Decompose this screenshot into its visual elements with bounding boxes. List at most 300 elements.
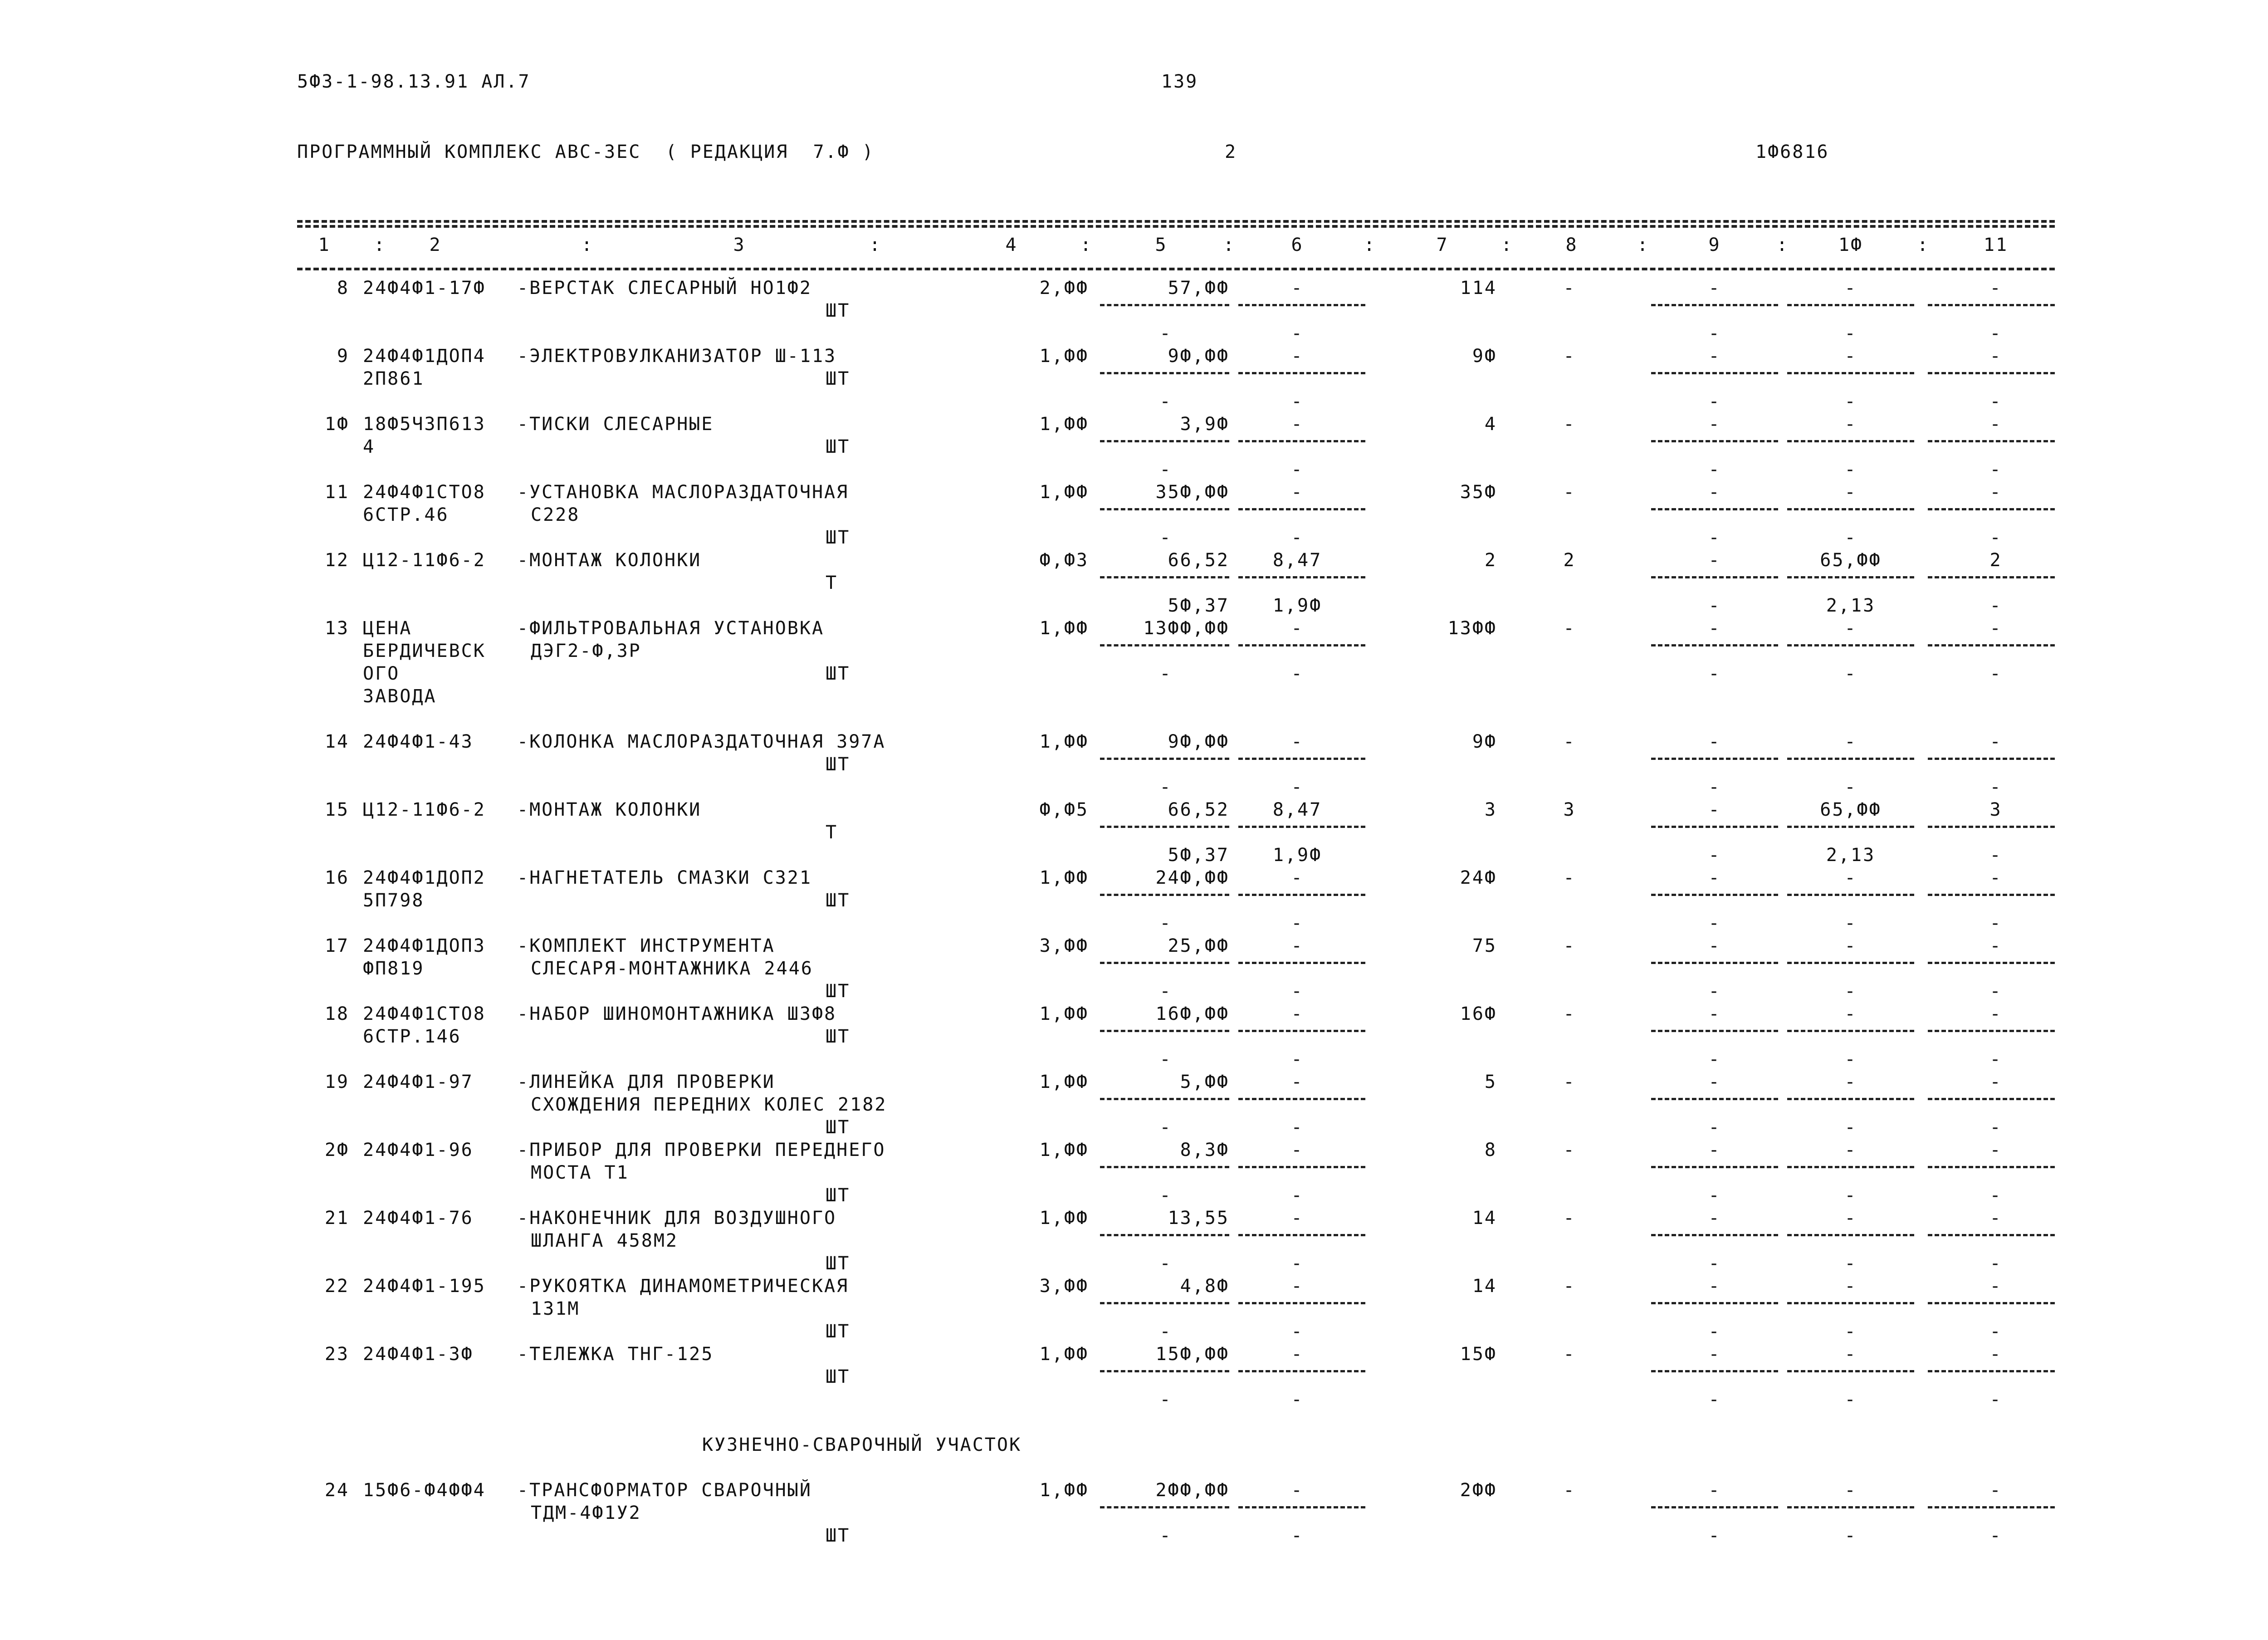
cell-underline bbox=[1238, 440, 1365, 442]
cell-underline bbox=[1238, 372, 1365, 374]
column-header-4: 4 bbox=[1005, 235, 1018, 255]
item-name: -УСТАНОВКА МАСЛОРАЗДАТОЧНАЯ bbox=[517, 482, 849, 503]
total: 8 bbox=[1484, 1140, 1497, 1160]
cell-underline bbox=[1928, 644, 2055, 646]
cell-underline bbox=[1928, 1370, 2055, 1372]
col8-value: - bbox=[1563, 482, 1576, 503]
col8-value: - bbox=[1563, 1344, 1576, 1365]
unit-price: 35Ф,ФФ bbox=[1155, 482, 1229, 503]
item-code: 24Ф4Ф1-195 bbox=[363, 1276, 486, 1297]
item-code: 5П798 bbox=[363, 890, 425, 911]
col10-sub-value: - bbox=[1844, 913, 1857, 934]
row-number: 15 bbox=[324, 799, 349, 820]
col8-value: - bbox=[1563, 1480, 1576, 1501]
col8-value: - bbox=[1563, 618, 1576, 639]
col8-value: 3 bbox=[1563, 799, 1576, 820]
unit-price: 9Ф,ФФ bbox=[1168, 346, 1229, 367]
col6-sub-value: 1,9Ф bbox=[1272, 595, 1322, 616]
col9-sub-value: - bbox=[1708, 981, 1721, 1002]
cell-underline bbox=[1928, 1302, 2055, 1304]
item-name: -МОНТАЖ КОЛОНКИ bbox=[517, 550, 702, 571]
cell-underline bbox=[1651, 962, 1778, 964]
col6-value: - bbox=[1291, 346, 1304, 367]
item-code: 2П861 bbox=[363, 368, 425, 389]
row-number: 16 bbox=[324, 867, 349, 888]
col6-sub-value: - bbox=[1291, 777, 1304, 798]
row-number: 12 bbox=[324, 550, 349, 571]
col8-value: - bbox=[1563, 1140, 1576, 1160]
column-separator: : bbox=[1501, 235, 1514, 255]
total: 14 bbox=[1472, 1208, 1497, 1229]
col8-value: - bbox=[1563, 1276, 1576, 1297]
item-code: 24Ф4Ф1-43 bbox=[363, 731, 474, 752]
sub-value: - bbox=[1159, 981, 1172, 1002]
cell-underline bbox=[1787, 1030, 1914, 1032]
cell-underline bbox=[1787, 1234, 1914, 1236]
item-name: -МОНТАЖ КОЛОНКИ bbox=[517, 799, 702, 820]
column-separator: : bbox=[1223, 235, 1236, 255]
cell-underline bbox=[1928, 1098, 2055, 1100]
item-name: -ЭЛЕКТРОВУЛКАНИЗАТОР Ш-113 bbox=[517, 346, 837, 367]
unit: ШТ bbox=[826, 1026, 850, 1047]
unit-price: 25,ФФ bbox=[1168, 935, 1229, 956]
cell-underline bbox=[1100, 758, 1229, 760]
cell-underline bbox=[1651, 1370, 1778, 1372]
col9-sub-value: - bbox=[1708, 459, 1721, 480]
cell-underline bbox=[1100, 962, 1229, 964]
row-number: 17 bbox=[324, 935, 349, 956]
unit-price: 57,ФФ bbox=[1168, 278, 1229, 299]
column-header-8: 8 bbox=[1565, 235, 1578, 255]
cell-underline bbox=[1787, 1098, 1914, 1100]
col9-sub-value: - bbox=[1708, 1049, 1721, 1070]
col11-sub-value: - bbox=[1989, 323, 2002, 344]
column-header-3: 3 bbox=[733, 235, 746, 255]
col11-value: - bbox=[1989, 1344, 2002, 1365]
col6-sub-value: - bbox=[1291, 913, 1304, 934]
cell-underline bbox=[1928, 372, 2055, 374]
unit-price: 16Ф,ФФ bbox=[1155, 1004, 1229, 1024]
document-number: 1Ф6816 bbox=[1755, 142, 1829, 162]
sub-value: - bbox=[1159, 1185, 1172, 1206]
cell-underline bbox=[1238, 508, 1365, 510]
col8-value: - bbox=[1563, 346, 1576, 367]
document-code: 5Ф3-1-98.13.91 АЛ.7 bbox=[297, 71, 531, 92]
col10-sub-value: - bbox=[1844, 1525, 1857, 1546]
unit-price: 2ФФ,ФФ bbox=[1155, 1480, 1229, 1501]
unit: ШТ bbox=[826, 1366, 850, 1387]
row-number: 19 bbox=[324, 1072, 349, 1092]
cell-underline bbox=[1238, 304, 1365, 306]
cell-underline bbox=[1787, 758, 1914, 760]
col6-sub-value: - bbox=[1291, 527, 1304, 548]
total: 15Ф bbox=[1460, 1344, 1497, 1365]
column-header-9: 9 bbox=[1708, 235, 1721, 255]
col10-sub-value: - bbox=[1844, 1117, 1857, 1138]
cell-underline bbox=[1238, 1506, 1365, 1508]
col9-sub-value: - bbox=[1708, 913, 1721, 934]
col6-value: - bbox=[1291, 1140, 1304, 1160]
col10-value: - bbox=[1844, 1004, 1857, 1024]
col10-value: - bbox=[1844, 731, 1857, 752]
col6-sub-value: - bbox=[1291, 1389, 1304, 1410]
row-number: 24 bbox=[324, 1480, 349, 1501]
unit: ШТ bbox=[826, 1185, 850, 1206]
cell-underline bbox=[1100, 1370, 1229, 1372]
col9-sub-value: - bbox=[1708, 845, 1721, 866]
unit: ШТ bbox=[826, 1321, 850, 1342]
col10-sub-value: - bbox=[1844, 663, 1857, 684]
page-number: 139 bbox=[1161, 71, 1198, 92]
item-code: 24Ф4Ф1ДОП4 bbox=[363, 346, 486, 367]
quantity: 3,ФФ bbox=[1039, 935, 1089, 956]
column-header-rule bbox=[297, 268, 2055, 270]
col11-value: - bbox=[1989, 1140, 2002, 1160]
col10-value: - bbox=[1844, 1072, 1857, 1092]
item-name: -ВЕРСТАК СЛЕСАРНЫЙ НО1Ф2 bbox=[517, 278, 812, 299]
col6-sub-value: 1,9Ф bbox=[1272, 845, 1322, 866]
item-code: 24Ф4Ф1-17Ф bbox=[363, 278, 486, 299]
labor-price: 5Ф,37 bbox=[1168, 595, 1229, 616]
cell-underline bbox=[1651, 894, 1778, 896]
item-code: ФП819 bbox=[363, 958, 425, 979]
col9-value: - bbox=[1708, 1208, 1721, 1229]
col6-sub-value: - bbox=[1291, 459, 1304, 480]
item-code: 6СТР.46 bbox=[363, 504, 449, 525]
col10-value: - bbox=[1844, 618, 1857, 639]
cell-underline bbox=[1651, 576, 1778, 578]
column-header-5: 5 bbox=[1155, 235, 1168, 255]
quantity: 1,ФФ bbox=[1039, 346, 1089, 367]
quantity: 1,ФФ bbox=[1039, 731, 1089, 752]
labor-price: 5Ф,37 bbox=[1168, 845, 1229, 866]
col9-sub-value: - bbox=[1708, 323, 1721, 344]
unit: ШТ bbox=[826, 368, 850, 389]
cell-underline bbox=[1651, 1030, 1778, 1032]
cell-underline bbox=[1928, 1234, 2055, 1236]
col6-value: - bbox=[1291, 1072, 1304, 1092]
cell-underline bbox=[1928, 1506, 2055, 1508]
item-name: -ФИЛЬТРОВАЛЬНАЯ УСТАНОВКА bbox=[517, 618, 825, 639]
col9-value: - bbox=[1708, 867, 1721, 888]
item-name: МОСТА Т1 bbox=[531, 1162, 629, 1183]
col11-sub-value: - bbox=[1989, 663, 2002, 684]
item-name: -КОЛОНКА МАСЛОРАЗДАТОЧНАЯ 397А bbox=[517, 731, 886, 752]
column-header-10: 1Ф bbox=[1838, 235, 1863, 255]
col10-sub-value: - bbox=[1844, 1185, 1857, 1206]
unit-price: 15Ф,ФФ bbox=[1155, 1344, 1229, 1365]
item-code: 24Ф4Ф1-3Ф bbox=[363, 1344, 474, 1365]
cell-underline bbox=[1100, 440, 1229, 442]
quantity: 1,ФФ bbox=[1039, 1072, 1089, 1092]
sub-value: - bbox=[1159, 527, 1172, 548]
cell-underline bbox=[1238, 1166, 1365, 1168]
unit-price: 5,ФФ bbox=[1180, 1072, 1229, 1092]
cell-underline bbox=[1928, 440, 2055, 442]
cell-underline bbox=[1787, 1370, 1914, 1372]
quantity: 3,ФФ bbox=[1039, 1276, 1089, 1297]
item-code: 24Ф4Ф1СТО8 bbox=[363, 482, 486, 503]
col11-sub-value: - bbox=[1989, 1117, 2002, 1138]
col11-sub-value: - bbox=[1989, 1049, 2002, 1070]
cell-underline bbox=[1651, 508, 1778, 510]
cell-underline bbox=[1928, 576, 2055, 578]
cell-underline bbox=[1787, 1302, 1914, 1304]
unit: Т bbox=[826, 822, 838, 843]
item-name: 131М bbox=[531, 1298, 580, 1319]
col6-value: - bbox=[1291, 731, 1304, 752]
unit: ШТ bbox=[826, 981, 850, 1002]
col11-value: - bbox=[1989, 618, 2002, 639]
total: 2ФФ bbox=[1460, 1480, 1497, 1501]
col9-sub-value: - bbox=[1708, 391, 1721, 412]
unit-price: 9Ф,ФФ bbox=[1168, 731, 1229, 752]
cell-underline bbox=[1100, 826, 1229, 828]
cell-underline bbox=[1928, 826, 2055, 828]
cell-underline bbox=[1651, 440, 1778, 442]
total: 13ФФ bbox=[1447, 618, 1497, 639]
cell-underline bbox=[1651, 826, 1778, 828]
unit-price: 3,9Ф bbox=[1180, 414, 1229, 435]
col11-value: - bbox=[1989, 1072, 2002, 1092]
col9-value: - bbox=[1708, 1344, 1721, 1365]
sub-value: - bbox=[1159, 1117, 1172, 1138]
sub-value: - bbox=[1159, 1525, 1172, 1546]
item-code: 24Ф4Ф1СТО8 bbox=[363, 1004, 486, 1024]
cell-underline bbox=[1238, 894, 1365, 896]
col11-value: - bbox=[1989, 414, 2002, 435]
col11-sub-value: - bbox=[1989, 1389, 2002, 1410]
item-code: 24Ф4Ф1-97 bbox=[363, 1072, 474, 1092]
row-number: 22 bbox=[324, 1276, 349, 1297]
cell-underline bbox=[1787, 440, 1914, 442]
item-code: 24Ф4Ф1ДОП3 bbox=[363, 935, 486, 956]
col9-sub-value: - bbox=[1708, 777, 1721, 798]
col6-sub-value: - bbox=[1291, 1525, 1304, 1546]
total: 35Ф bbox=[1460, 482, 1497, 503]
cell-underline bbox=[1100, 1506, 1229, 1508]
item-code: ЗАВОДА bbox=[363, 686, 437, 707]
sub-value: - bbox=[1159, 1049, 1172, 1070]
item-code: 15Ф6-Ф4ФФ4 bbox=[363, 1480, 486, 1501]
row-number: 11 bbox=[324, 482, 349, 503]
cell-underline bbox=[1238, 1370, 1365, 1372]
col9-sub-value: - bbox=[1708, 1185, 1721, 1206]
cell-underline bbox=[1238, 1030, 1365, 1032]
cell-underline bbox=[1928, 894, 2055, 896]
cell-underline bbox=[1238, 1098, 1365, 1100]
col11-sub-value: - bbox=[1989, 1321, 2002, 1342]
quantity: 1,ФФ bbox=[1039, 482, 1089, 503]
item-name: СЛЕСАРЯ-МОНТАЖНИКА 2446 bbox=[531, 958, 813, 979]
col6-sub-value: - bbox=[1291, 323, 1304, 344]
column-separator: : bbox=[869, 235, 882, 255]
column-separator: : bbox=[1637, 235, 1650, 255]
item-name: ШЛАНГА 458М2 bbox=[531, 1230, 678, 1251]
cell-underline bbox=[1651, 304, 1778, 306]
quantity: 1,ФФ bbox=[1039, 1208, 1089, 1229]
row-number: 18 bbox=[324, 1004, 349, 1024]
cell-underline bbox=[1238, 962, 1365, 964]
item-code: ЦЕНА bbox=[363, 618, 412, 639]
cell-underline bbox=[1787, 826, 1914, 828]
quantity: 1,ФФ bbox=[1039, 1344, 1089, 1365]
cell-underline bbox=[1928, 1166, 2055, 1168]
sub-value: - bbox=[1159, 323, 1172, 344]
row-number: 23 bbox=[324, 1344, 349, 1365]
sub-value: - bbox=[1159, 391, 1172, 412]
cell-underline bbox=[1100, 1030, 1229, 1032]
col11-value: - bbox=[1989, 1004, 2002, 1024]
col10-sub-value: - bbox=[1844, 1049, 1857, 1070]
col6-sub-value: - bbox=[1291, 391, 1304, 412]
unit-price: 66,52 bbox=[1168, 799, 1229, 820]
col11-sub-value: - bbox=[1989, 459, 2002, 480]
col11-sub-value: - bbox=[1989, 1253, 2002, 1274]
cell-underline bbox=[1651, 1506, 1778, 1508]
col9-value: - bbox=[1708, 1480, 1721, 1501]
unit: ШТ bbox=[826, 436, 850, 457]
col8-value: - bbox=[1563, 867, 1576, 888]
total: 14 bbox=[1472, 1276, 1497, 1297]
cell-underline bbox=[1651, 1166, 1778, 1168]
col9-value: - bbox=[1708, 731, 1721, 752]
col9-value: - bbox=[1708, 1004, 1721, 1024]
cell-underline bbox=[1928, 304, 2055, 306]
cell-underline bbox=[1100, 304, 1229, 306]
cell-underline bbox=[1651, 1098, 1778, 1100]
quantity: Ф,Ф3 bbox=[1039, 550, 1089, 571]
item-name: -ЛИНЕЙКА ДЛЯ ПРОВЕРКИ bbox=[517, 1072, 775, 1092]
unit: ШТ bbox=[826, 1117, 850, 1138]
total: 114 bbox=[1460, 278, 1497, 299]
cell-underline bbox=[1651, 758, 1778, 760]
row-number: 14 bbox=[324, 731, 349, 752]
unit-price: 4,8Ф bbox=[1180, 1276, 1229, 1297]
col6-sub-value: - bbox=[1291, 1321, 1304, 1342]
col11-sub-value: - bbox=[1989, 595, 2002, 616]
cell-underline bbox=[1928, 508, 2055, 510]
col9-value: - bbox=[1708, 1072, 1721, 1092]
col10-sub-value: - bbox=[1844, 777, 1857, 798]
col10-value: - bbox=[1844, 935, 1857, 956]
unit-price: 13ФФ,ФФ bbox=[1143, 618, 1229, 639]
col9-value: - bbox=[1708, 550, 1721, 571]
cell-underline bbox=[1787, 304, 1914, 306]
col6-value: - bbox=[1291, 1208, 1304, 1229]
item-code: Ц12-11Ф6-2 bbox=[363, 799, 486, 820]
col8-value: - bbox=[1563, 414, 1576, 435]
col6-value: - bbox=[1291, 278, 1304, 299]
sub-value: - bbox=[1159, 1389, 1172, 1410]
item-name: С228 bbox=[531, 504, 580, 525]
item-name: -ТИСКИ СЛЕСАРНЫЕ bbox=[517, 414, 714, 435]
col11-sub-value: - bbox=[1989, 981, 2002, 1002]
col11-value: 2 bbox=[1989, 550, 2002, 571]
column-separator: : bbox=[581, 235, 594, 255]
col6-value: - bbox=[1291, 867, 1304, 888]
cell-underline bbox=[1100, 372, 1229, 374]
col9-value: - bbox=[1708, 1140, 1721, 1160]
col6-sub-value: - bbox=[1291, 1117, 1304, 1138]
quantity: 1,ФФ bbox=[1039, 867, 1089, 888]
unit-price: 66,52 bbox=[1168, 550, 1229, 571]
cell-underline bbox=[1238, 826, 1365, 828]
cell-underline bbox=[1100, 1098, 1229, 1100]
col11-value: - bbox=[1989, 482, 2002, 503]
total: 9Ф bbox=[1472, 346, 1497, 367]
col11-sub-value: - bbox=[1989, 1525, 2002, 1546]
row-number: 9 bbox=[337, 346, 349, 367]
cell-underline bbox=[1787, 894, 1914, 896]
col10-value: - bbox=[1844, 1276, 1857, 1297]
item-code: 24Ф4Ф1-96 bbox=[363, 1140, 474, 1160]
col6-sub-value: - bbox=[1291, 981, 1304, 1002]
item-name: -НАГНЕТАТЕЛЬ СМАЗКИ С321 bbox=[517, 867, 812, 888]
col10-sub-value: - bbox=[1844, 1253, 1857, 1274]
cell-underline bbox=[1787, 508, 1914, 510]
col11-value: - bbox=[1989, 731, 2002, 752]
cell-underline bbox=[1100, 508, 1229, 510]
total: 2 bbox=[1484, 550, 1497, 571]
total: 5 bbox=[1484, 1072, 1497, 1092]
col11-sub-value: - bbox=[1989, 913, 2002, 934]
column-header-1: 1 bbox=[318, 235, 331, 255]
unit: ШТ bbox=[826, 300, 850, 321]
column-header-2: 2 bbox=[429, 235, 442, 255]
col10-sub-value: - bbox=[1844, 459, 1857, 480]
column-header-6: 6 bbox=[1291, 235, 1304, 255]
cell-underline bbox=[1100, 1234, 1229, 1236]
item-code: 4 bbox=[363, 436, 376, 457]
sub-value: - bbox=[1159, 459, 1172, 480]
quantity: 1,ФФ bbox=[1039, 414, 1089, 435]
column-separator: : bbox=[373, 235, 386, 255]
col11-value: - bbox=[1989, 1208, 2002, 1229]
col9-sub-value: - bbox=[1708, 595, 1721, 616]
col6-value: - bbox=[1291, 1004, 1304, 1024]
cell-underline bbox=[1928, 758, 2055, 760]
row-number: 1Ф bbox=[324, 414, 349, 435]
col8-value: 2 bbox=[1563, 550, 1576, 571]
col8-value: - bbox=[1563, 1004, 1576, 1024]
col11-value: 3 bbox=[1989, 799, 2002, 820]
col10-value: - bbox=[1844, 1480, 1857, 1501]
cell-underline bbox=[1787, 1166, 1914, 1168]
row-number: 13 bbox=[324, 618, 349, 639]
col10-value: - bbox=[1844, 278, 1857, 299]
cell-underline bbox=[1787, 372, 1914, 374]
item-name: ТДМ-4Ф1У2 bbox=[531, 1503, 641, 1523]
col6-value: - bbox=[1291, 1480, 1304, 1501]
item-name: СХОЖДЕНИЯ ПЕРЕДНИХ КОЛЕС 2182 bbox=[531, 1094, 887, 1115]
col11-sub-value: - bbox=[1989, 391, 2002, 412]
quantity: Ф,Ф5 bbox=[1039, 799, 1089, 820]
col9-sub-value: - bbox=[1708, 1253, 1721, 1274]
col10-value: - bbox=[1844, 1140, 1857, 1160]
col10-sub-value: 2,13 bbox=[1826, 595, 1876, 616]
quantity: 1,ФФ bbox=[1039, 1480, 1089, 1501]
col10-sub-value: - bbox=[1844, 981, 1857, 1002]
col11-value: - bbox=[1989, 867, 2002, 888]
item-code: Ц12-11Ф6-2 bbox=[363, 550, 486, 571]
cell-underline bbox=[1238, 576, 1365, 578]
col9-sub-value: - bbox=[1708, 663, 1721, 684]
program-title: ПРОГРАММНЫЙ КОМПЛЕКС АВС-3ЕС ( РЕДАКЦИЯ 7.Ф ) bbox=[297, 142, 875, 162]
col11-value: - bbox=[1989, 278, 2002, 299]
item-name: ДЭГ2-Ф,3Р bbox=[531, 641, 641, 661]
total: 16Ф bbox=[1460, 1004, 1497, 1024]
